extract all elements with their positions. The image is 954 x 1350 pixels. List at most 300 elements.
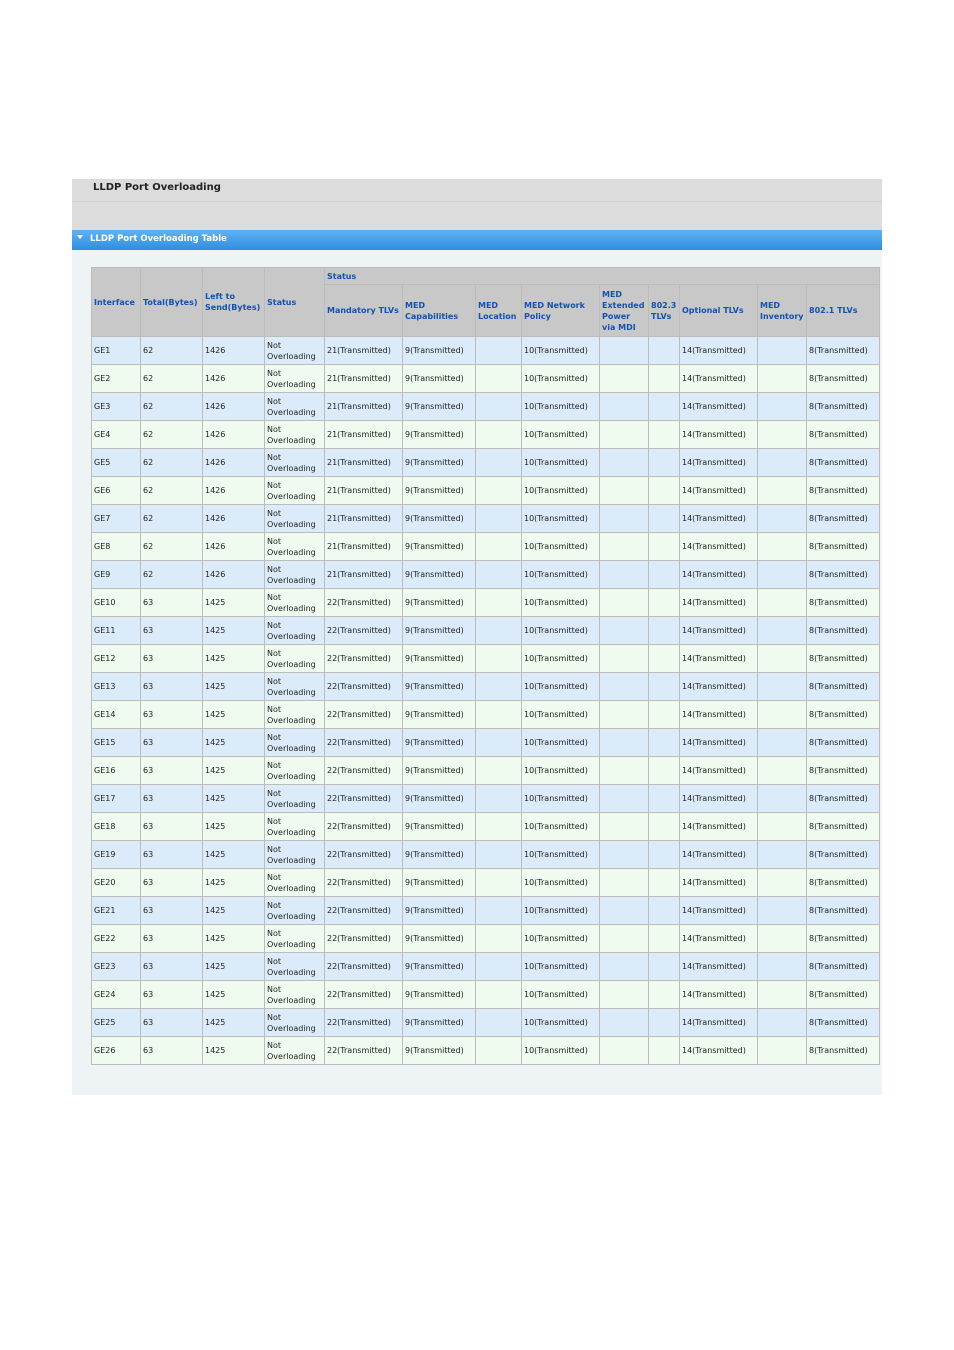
cell-left: 1425 — [203, 645, 265, 673]
cell-med-cap: 9(Transmitted) — [403, 673, 476, 701]
cell-med-inv — [758, 953, 807, 981]
table-row — [92, 981, 880, 1009]
cell-med-net: 10(Transmitted) — [522, 673, 600, 701]
cell-med-ext — [600, 561, 649, 589]
cell-total: 63 — [141, 785, 203, 813]
cell-med-net: 10(Transmitted) — [522, 589, 600, 617]
cell-med-inv — [758, 421, 807, 449]
cell-status: Not Overloading — [265, 561, 325, 589]
table-row — [92, 645, 880, 673]
cell-interface: GE24 — [92, 981, 141, 1009]
cell-d8021: 8(Transmitted) — [807, 897, 880, 925]
collapse-triangle-icon[interactable] — [77, 235, 83, 239]
cell-med-inv — [758, 589, 807, 617]
cell-med-net: 10(Transmitted) — [522, 925, 600, 953]
cell-med-inv — [758, 701, 807, 729]
cell-optional: 14(Transmitted) — [680, 505, 758, 533]
cell-d8021: 8(Transmitted) — [807, 757, 880, 785]
cell-med-loc — [476, 477, 522, 505]
table-row — [92, 1037, 880, 1065]
cell-status: Not Overloading — [265, 729, 325, 757]
cell-status: Not Overloading — [265, 477, 325, 505]
cell-left: 1426 — [203, 365, 265, 393]
cell-left: 1425 — [203, 841, 265, 869]
cell-interface: GE13 — [92, 673, 141, 701]
cell-d8021: 8(Transmitted) — [807, 505, 880, 533]
cell-left: 1426 — [203, 477, 265, 505]
table-row — [92, 673, 880, 701]
cell-med-inv — [758, 365, 807, 393]
cell-med-cap: 9(Transmitted) — [403, 953, 476, 981]
cell-total: 63 — [141, 729, 203, 757]
cell-med-cap: 9(Transmitted) — [403, 365, 476, 393]
cell-med-loc — [476, 365, 522, 393]
cell-optional: 14(Transmitted) — [680, 813, 758, 841]
cell-status: Not Overloading — [265, 421, 325, 449]
cell-med-cap: 9(Transmitted) — [403, 1009, 476, 1037]
cell-med-ext — [600, 953, 649, 981]
cell-d8023 — [649, 673, 680, 701]
cell-left: 1425 — [203, 869, 265, 897]
cell-interface: GE15 — [92, 729, 141, 757]
cell-optional: 14(Transmitted) — [680, 365, 758, 393]
cell-med-cap: 9(Transmitted) — [403, 1037, 476, 1065]
cell-interface: GE18 — [92, 813, 141, 841]
cell-left: 1426 — [203, 337, 265, 365]
cell-med-net: 10(Transmitted) — [522, 1009, 600, 1037]
cell-med-ext — [600, 757, 649, 785]
cell-med-inv — [758, 757, 807, 785]
cell-mandatory: 22(Transmitted) — [325, 1009, 403, 1037]
cell-med-net: 10(Transmitted) — [522, 841, 600, 869]
cell-med-loc — [476, 925, 522, 953]
cell-total: 63 — [141, 645, 203, 673]
cell-mandatory: 21(Transmitted) — [325, 365, 403, 393]
header-status-group: Status — [325, 268, 880, 285]
cell-mandatory: 22(Transmitted) — [325, 897, 403, 925]
header-med-location: MED Location — [476, 285, 522, 337]
cell-d8021: 8(Transmitted) — [807, 393, 880, 421]
cell-med-cap: 9(Transmitted) — [403, 897, 476, 925]
cell-d8021: 8(Transmitted) — [807, 449, 880, 477]
cell-d8023 — [649, 1037, 680, 1065]
table-row — [92, 813, 880, 841]
cell-status: Not Overloading — [265, 869, 325, 897]
cell-interface: GE22 — [92, 925, 141, 953]
cell-left: 1425 — [203, 1037, 265, 1065]
cell-med-loc — [476, 1009, 522, 1037]
cell-med-inv — [758, 617, 807, 645]
cell-d8021: 8(Transmitted) — [807, 337, 880, 365]
cell-optional: 14(Transmitted) — [680, 337, 758, 365]
cell-med-inv — [758, 981, 807, 1009]
cell-interface: GE2 — [92, 365, 141, 393]
cell-left: 1425 — [203, 785, 265, 813]
cell-d8021: 8(Transmitted) — [807, 645, 880, 673]
header-med-inventory: MED Inventory — [758, 285, 807, 337]
cell-d8023 — [649, 645, 680, 673]
cell-med-ext — [600, 925, 649, 953]
cell-med-inv — [758, 533, 807, 561]
cell-med-ext — [600, 477, 649, 505]
cell-interface: GE6 — [92, 477, 141, 505]
header-8021-tlvs: 802.1 TLVs — [807, 285, 880, 337]
cell-status: Not Overloading — [265, 645, 325, 673]
header-total-bytes: Total(Bytes) — [141, 268, 203, 337]
cell-optional: 14(Transmitted) — [680, 757, 758, 785]
cell-med-net: 10(Transmitted) — [522, 365, 600, 393]
cell-med-loc — [476, 505, 522, 533]
cell-med-loc — [476, 561, 522, 589]
cell-interface: GE26 — [92, 1037, 141, 1065]
cell-optional: 14(Transmitted) — [680, 589, 758, 617]
cell-med-ext — [600, 617, 649, 645]
cell-interface: GE10 — [92, 589, 141, 617]
cell-med-net: 10(Transmitted) — [522, 785, 600, 813]
cell-status: Not Overloading — [265, 449, 325, 477]
cell-med-ext — [600, 393, 649, 421]
cell-optional: 14(Transmitted) — [680, 785, 758, 813]
cell-med-inv — [758, 393, 807, 421]
cell-optional: 14(Transmitted) — [680, 617, 758, 645]
cell-total: 63 — [141, 673, 203, 701]
header-left-to-send: Left to Send(Bytes) — [203, 268, 265, 337]
cell-med-inv — [758, 869, 807, 897]
cell-left: 1425 — [203, 673, 265, 701]
cell-total: 63 — [141, 841, 203, 869]
cell-med-loc — [476, 785, 522, 813]
cell-med-cap: 9(Transmitted) — [403, 813, 476, 841]
cell-optional: 14(Transmitted) — [680, 841, 758, 869]
cell-status: Not Overloading — [265, 365, 325, 393]
cell-med-cap: 9(Transmitted) — [403, 645, 476, 673]
cell-total: 62 — [141, 533, 203, 561]
cell-interface: GE14 — [92, 701, 141, 729]
cell-med-inv — [758, 1037, 807, 1065]
cell-med-net: 10(Transmitted) — [522, 701, 600, 729]
cell-left: 1426 — [203, 393, 265, 421]
header-med-network-policy: MED Network Policy — [522, 285, 600, 337]
cell-med-loc — [476, 645, 522, 673]
cell-med-ext — [600, 673, 649, 701]
cell-mandatory: 22(Transmitted) — [325, 617, 403, 645]
cell-mandatory: 21(Transmitted) — [325, 337, 403, 365]
table-row — [92, 617, 880, 645]
cell-interface: GE20 — [92, 869, 141, 897]
cell-mandatory: 22(Transmitted) — [325, 953, 403, 981]
cell-mandatory: 21(Transmitted) — [325, 449, 403, 477]
cell-d8023 — [649, 869, 680, 897]
cell-med-cap: 9(Transmitted) — [403, 449, 476, 477]
cell-d8021: 8(Transmitted) — [807, 785, 880, 813]
cell-interface: GE1 — [92, 337, 141, 365]
cell-med-ext — [600, 421, 649, 449]
cell-med-loc — [476, 673, 522, 701]
cell-med-net: 10(Transmitted) — [522, 477, 600, 505]
cell-optional: 14(Transmitted) — [680, 897, 758, 925]
cell-optional: 14(Transmitted) — [680, 533, 758, 561]
table-row — [92, 925, 880, 953]
header-med-extended-power: MED Extended Power via MDI — [600, 285, 649, 337]
table-row — [92, 897, 880, 925]
cell-d8023 — [649, 813, 680, 841]
cell-optional: 14(Transmitted) — [680, 869, 758, 897]
cell-d8021: 8(Transmitted) — [807, 589, 880, 617]
cell-total: 62 — [141, 337, 203, 365]
cell-status: Not Overloading — [265, 673, 325, 701]
cell-med-ext — [600, 505, 649, 533]
cell-status: Not Overloading — [265, 589, 325, 617]
header-optional-tlvs: Optional TLVs — [680, 285, 758, 337]
cell-d8021: 8(Transmitted) — [807, 729, 880, 757]
cell-med-cap: 9(Transmitted) — [403, 981, 476, 1009]
cell-med-net: 10(Transmitted) — [522, 813, 600, 841]
cell-d8021: 8(Transmitted) — [807, 617, 880, 645]
section-title: LLDP Port Overloading Table — [90, 234, 227, 244]
table-row — [92, 757, 880, 785]
cell-d8023 — [649, 617, 680, 645]
cell-interface: GE7 — [92, 505, 141, 533]
cell-status: Not Overloading — [265, 533, 325, 561]
cell-med-ext — [600, 645, 649, 673]
cell-med-net: 10(Transmitted) — [522, 897, 600, 925]
cell-left: 1426 — [203, 561, 265, 589]
cell-med-ext — [600, 1009, 649, 1037]
cell-total: 63 — [141, 757, 203, 785]
cell-total: 63 — [141, 1037, 203, 1065]
cell-optional: 14(Transmitted) — [680, 729, 758, 757]
table-row — [92, 1009, 880, 1037]
cell-total: 63 — [141, 701, 203, 729]
cell-d8021: 8(Transmitted) — [807, 673, 880, 701]
cell-mandatory: 22(Transmitted) — [325, 981, 403, 1009]
cell-total: 63 — [141, 589, 203, 617]
cell-left: 1425 — [203, 617, 265, 645]
cell-med-ext — [600, 869, 649, 897]
cell-med-loc — [476, 533, 522, 561]
cell-med-loc — [476, 981, 522, 1009]
cell-d8023 — [649, 729, 680, 757]
cell-d8023 — [649, 561, 680, 589]
cell-med-net: 10(Transmitted) — [522, 729, 600, 757]
cell-interface: GE21 — [92, 897, 141, 925]
cell-med-loc — [476, 729, 522, 757]
table-row — [92, 365, 880, 393]
cell-left: 1426 — [203, 449, 265, 477]
cell-med-ext — [600, 981, 649, 1009]
cell-med-cap: 9(Transmitted) — [403, 393, 476, 421]
cell-mandatory: 22(Transmitted) — [325, 589, 403, 617]
cell-d8023 — [649, 533, 680, 561]
cell-status: Not Overloading — [265, 757, 325, 785]
cell-mandatory: 21(Transmitted) — [325, 393, 403, 421]
table-row — [92, 841, 880, 869]
cell-total: 62 — [141, 421, 203, 449]
cell-d8021: 8(Transmitted) — [807, 869, 880, 897]
cell-d8021: 8(Transmitted) — [807, 925, 880, 953]
cell-mandatory: 22(Transmitted) — [325, 925, 403, 953]
cell-med-inv — [758, 813, 807, 841]
table-row — [92, 953, 880, 981]
cell-d8023 — [649, 365, 680, 393]
cell-med-inv — [758, 785, 807, 813]
cell-med-inv — [758, 729, 807, 757]
cell-left: 1425 — [203, 1009, 265, 1037]
lldp-overloading-panel — [72, 179, 882, 1095]
cell-med-loc — [476, 701, 522, 729]
cell-d8023 — [649, 841, 680, 869]
cell-med-cap: 9(Transmitted) — [403, 841, 476, 869]
cell-left: 1425 — [203, 729, 265, 757]
cell-mandatory: 22(Transmitted) — [325, 785, 403, 813]
cell-interface: GE25 — [92, 1009, 141, 1037]
cell-interface: GE17 — [92, 785, 141, 813]
cell-interface: GE19 — [92, 841, 141, 869]
cell-mandatory: 22(Transmitted) — [325, 645, 403, 673]
cell-status: Not Overloading — [265, 953, 325, 981]
cell-d8021: 8(Transmitted) — [807, 533, 880, 561]
cell-total: 62 — [141, 449, 203, 477]
cell-med-loc — [476, 337, 522, 365]
cell-med-inv — [758, 505, 807, 533]
cell-d8023 — [649, 1009, 680, 1037]
cell-left: 1425 — [203, 701, 265, 729]
overloading-table — [91, 267, 880, 1065]
cell-med-net: 10(Transmitted) — [522, 505, 600, 533]
cell-interface: GE4 — [92, 421, 141, 449]
cell-optional: 14(Transmitted) — [680, 449, 758, 477]
toolbar-area — [72, 202, 882, 230]
cell-status: Not Overloading — [265, 1037, 325, 1065]
cell-status: Not Overloading — [265, 337, 325, 365]
cell-optional: 14(Transmitted) — [680, 561, 758, 589]
title-bar — [72, 179, 882, 202]
cell-d8021: 8(Transmitted) — [807, 365, 880, 393]
cell-mandatory: 22(Transmitted) — [325, 757, 403, 785]
cell-mandatory: 22(Transmitted) — [325, 841, 403, 869]
table-body — [92, 337, 880, 1065]
cell-optional: 14(Transmitted) — [680, 673, 758, 701]
cell-med-loc — [476, 589, 522, 617]
cell-med-ext — [600, 589, 649, 617]
cell-optional: 14(Transmitted) — [680, 393, 758, 421]
cell-med-ext — [600, 785, 649, 813]
cell-d8021: 8(Transmitted) — [807, 813, 880, 841]
table-wrapper — [91, 267, 880, 1065]
cell-optional: 14(Transmitted) — [680, 701, 758, 729]
cell-med-loc — [476, 841, 522, 869]
cell-med-loc — [476, 449, 522, 477]
header-mandatory-tlvs: Mandatory TLVs — [325, 285, 403, 337]
cell-med-net: 10(Transmitted) — [522, 953, 600, 981]
cell-interface: GE12 — [92, 645, 141, 673]
cell-med-loc — [476, 1037, 522, 1065]
section-header[interactable] — [72, 230, 882, 250]
cell-med-cap: 9(Transmitted) — [403, 505, 476, 533]
cell-interface: GE3 — [92, 393, 141, 421]
cell-med-cap: 9(Transmitted) — [403, 337, 476, 365]
table-row — [92, 701, 880, 729]
cell-total: 62 — [141, 561, 203, 589]
cell-med-inv — [758, 477, 807, 505]
cell-d8021: 8(Transmitted) — [807, 477, 880, 505]
header-med-capabilities: MED Capabilities — [403, 285, 476, 337]
cell-med-cap: 9(Transmitted) — [403, 757, 476, 785]
cell-interface: GE23 — [92, 953, 141, 981]
cell-mandatory: 21(Transmitted) — [325, 421, 403, 449]
cell-mandatory: 21(Transmitted) — [325, 561, 403, 589]
cell-status: Not Overloading — [265, 785, 325, 813]
cell-d8023 — [649, 925, 680, 953]
table-row — [92, 449, 880, 477]
table-row — [92, 421, 880, 449]
cell-left: 1426 — [203, 533, 265, 561]
cell-med-net: 10(Transmitted) — [522, 393, 600, 421]
cell-med-cap: 9(Transmitted) — [403, 925, 476, 953]
cell-interface: GE8 — [92, 533, 141, 561]
cell-med-cap: 9(Transmitted) — [403, 869, 476, 897]
cell-med-loc — [476, 897, 522, 925]
cell-left: 1425 — [203, 897, 265, 925]
cell-total: 63 — [141, 925, 203, 953]
cell-med-net: 10(Transmitted) — [522, 645, 600, 673]
cell-med-ext — [600, 533, 649, 561]
cell-med-net: 10(Transmitted) — [522, 561, 600, 589]
cell-d8021: 8(Transmitted) — [807, 561, 880, 589]
cell-d8023 — [649, 589, 680, 617]
cell-med-loc — [476, 953, 522, 981]
cell-optional: 14(Transmitted) — [680, 953, 758, 981]
cell-med-cap: 9(Transmitted) — [403, 533, 476, 561]
cell-mandatory: 22(Transmitted) — [325, 1037, 403, 1065]
cell-d8021: 8(Transmitted) — [807, 1009, 880, 1037]
cell-mandatory: 21(Transmitted) — [325, 505, 403, 533]
cell-med-loc — [476, 421, 522, 449]
cell-status: Not Overloading — [265, 701, 325, 729]
cell-d8023 — [649, 701, 680, 729]
cell-d8023 — [649, 393, 680, 421]
cell-mandatory: 22(Transmitted) — [325, 869, 403, 897]
cell-med-ext — [600, 701, 649, 729]
cell-d8023 — [649, 897, 680, 925]
cell-left: 1425 — [203, 925, 265, 953]
table-row — [92, 337, 880, 365]
cell-interface: GE5 — [92, 449, 141, 477]
cell-mandatory: 22(Transmitted) — [325, 813, 403, 841]
cell-left: 1426 — [203, 421, 265, 449]
cell-status: Not Overloading — [265, 925, 325, 953]
cell-med-inv — [758, 645, 807, 673]
cell-med-cap: 9(Transmitted) — [403, 617, 476, 645]
cell-total: 62 — [141, 505, 203, 533]
cell-med-cap: 9(Transmitted) — [403, 589, 476, 617]
cell-optional: 14(Transmitted) — [680, 421, 758, 449]
cell-left: 1425 — [203, 589, 265, 617]
cell-total: 63 — [141, 813, 203, 841]
cell-med-net: 10(Transmitted) — [522, 337, 600, 365]
cell-med-ext — [600, 813, 649, 841]
cell-status: Not Overloading — [265, 393, 325, 421]
header-interface: Interface — [92, 268, 141, 337]
cell-total: 63 — [141, 869, 203, 897]
cell-med-inv — [758, 337, 807, 365]
cell-mandatory: 22(Transmitted) — [325, 729, 403, 757]
cell-med-net: 10(Transmitted) — [522, 1037, 600, 1065]
cell-med-inv — [758, 673, 807, 701]
table-row — [92, 505, 880, 533]
cell-med-cap: 9(Transmitted) — [403, 785, 476, 813]
page-title: LLDP Port Overloading — [93, 182, 221, 193]
